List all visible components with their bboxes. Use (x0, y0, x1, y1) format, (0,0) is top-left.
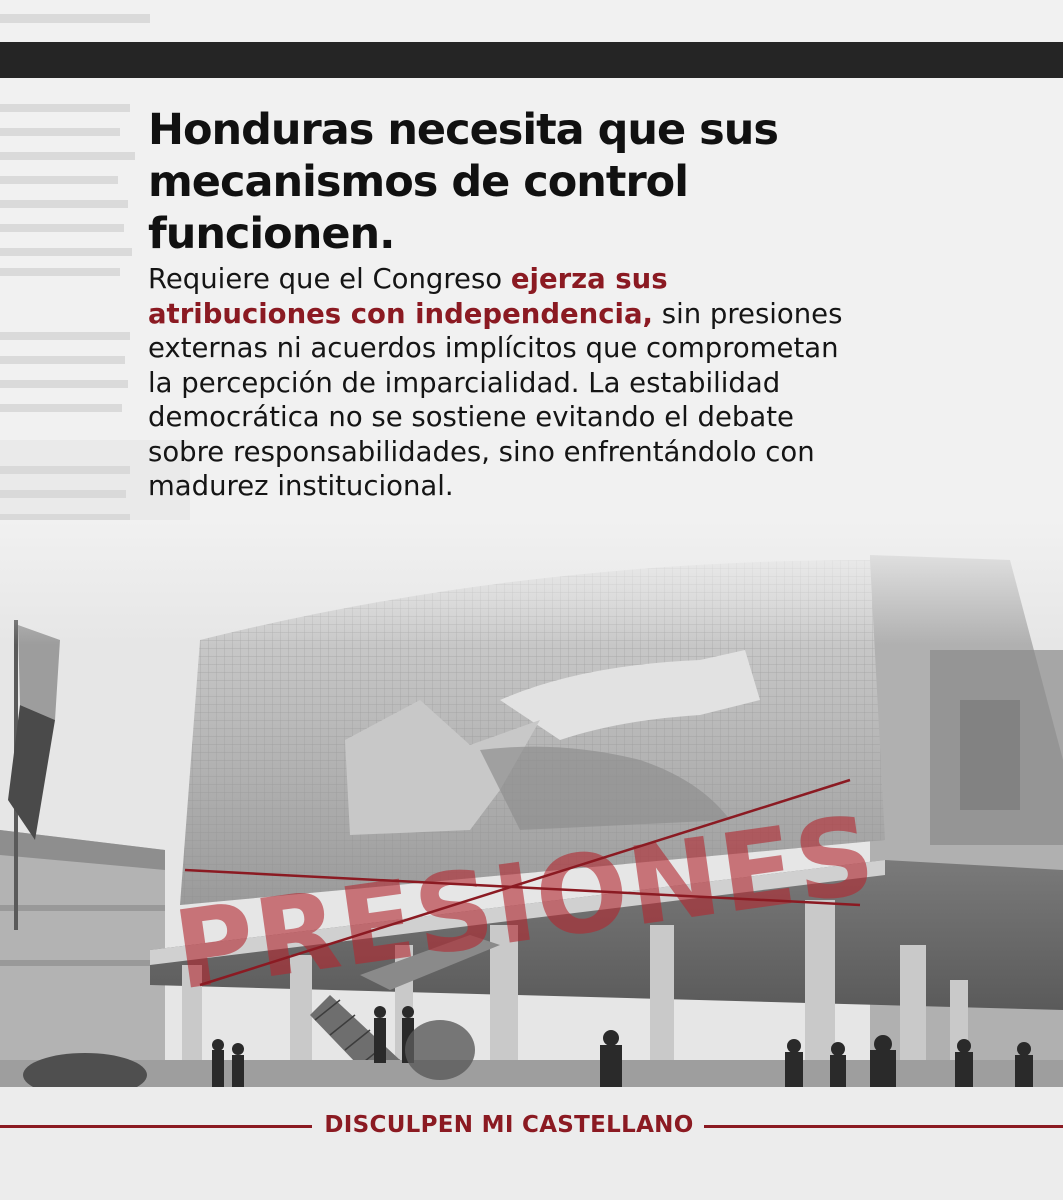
footer (0, 1087, 1063, 1200)
footer-divider-right (704, 1125, 1063, 1128)
body-intro: Requiere que el Congreso (148, 263, 511, 295)
body-highlight: ejerza sus atribuciones con independencia, (148, 263, 668, 330)
brand-name: DISCULPEN MI CASTELLANO (324, 1112, 694, 1138)
text-block (148, 104, 868, 504)
top-bar (0, 42, 1063, 78)
footer-divider-left (0, 1125, 312, 1128)
congress-building-photo (0, 520, 1063, 1088)
headline: Honduras necesita que sus mecanismos de control funcionen. (148, 105, 778, 259)
body-text (148, 262, 868, 504)
body-rest: sin presiones externas ni acuerdos implícitos que comprometan la percepción de imparcialidad. La estabilidad democrática no se sostiene evitando el debate sobre responsabilidades, sino enfrentándolo con madurez institucional. (148, 297, 843, 502)
